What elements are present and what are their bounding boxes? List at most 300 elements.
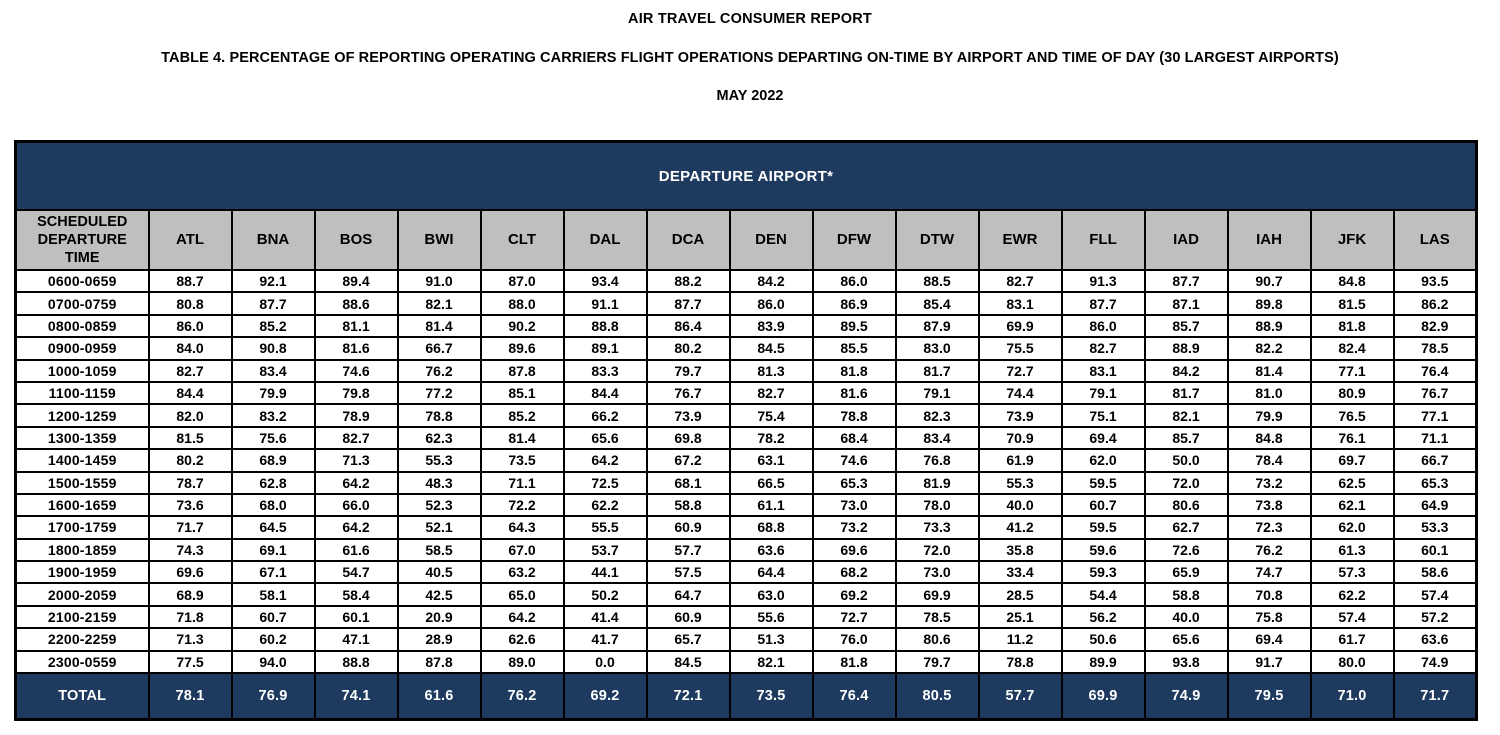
table-row [16,292,1477,314]
cell-bna: 90.8 [232,337,315,359]
table-row [16,270,1477,292]
cell-iah: 91.7 [1228,651,1311,673]
cell-dca: 57.5 [647,561,730,583]
cell-bos: 78.9 [315,404,398,426]
cell-dfw: 68.4 [813,427,896,449]
table-row [16,427,1477,449]
cell-den: 84.2 [730,270,813,292]
cell-iad: 88.9 [1145,337,1228,359]
cell-bna: 68.0 [232,494,315,516]
cell-dfw: 78.8 [813,404,896,426]
cell-fll: 59.5 [1062,516,1145,538]
cell-jfk: 76.1 [1311,427,1394,449]
cell-clt: 64.3 [481,516,564,538]
cell-dal: 41.4 [564,606,647,628]
cell-clt: 87.8 [481,360,564,382]
cell-dfw: 81.6 [813,382,896,404]
row-time-label: 1600-1659 [16,494,149,516]
cell-ewr: 61.9 [979,449,1062,471]
cell-dtw: 78.5 [896,606,979,628]
cell-bwi: 76.2 [398,360,481,382]
cell-clt: 65.0 [481,583,564,605]
cell-dfw: 74.6 [813,449,896,471]
column-header-iad: IAD [1145,210,1228,270]
cell-iah: 76.2 [1228,539,1311,561]
cell-dfw: 73.0 [813,494,896,516]
cell-iad: 62.7 [1145,516,1228,538]
cell-dal: 91.1 [564,292,647,314]
cell-dtw: 73.0 [896,561,979,583]
cell-atl: 84.4 [149,382,232,404]
cell-bos: 58.4 [315,583,398,605]
cell-dfw: 69.6 [813,539,896,561]
row-time-label: 0800-0859 [16,315,149,337]
cell-fll: 59.6 [1062,539,1145,561]
total-cell-bwi: 61.6 [398,673,481,720]
cell-jfk: 57.3 [1311,561,1394,583]
row-time-label: 1000-1059 [16,360,149,382]
cell-bos: 71.3 [315,449,398,471]
cell-bwi: 66.7 [398,337,481,359]
cell-bna: 83.2 [232,404,315,426]
cell-las: 57.4 [1394,583,1477,605]
cell-dal: 84.4 [564,382,647,404]
cell-atl: 78.7 [149,472,232,494]
cell-ewr: 70.9 [979,427,1062,449]
cell-iad: 85.7 [1145,427,1228,449]
cell-clt: 64.2 [481,606,564,628]
column-header-bos: BOS [315,210,398,270]
departure-airport-banner: DEPARTURE AIRPORT* [16,142,1477,211]
cell-fll: 69.4 [1062,427,1145,449]
cell-atl: 80.2 [149,449,232,471]
cell-las: 78.5 [1394,337,1477,359]
cell-atl: 84.0 [149,337,232,359]
cell-ewr: 11.2 [979,628,1062,650]
cell-atl: 71.3 [149,628,232,650]
cell-dtw: 72.0 [896,539,979,561]
cell-dtw: 78.0 [896,494,979,516]
cell-ewr: 33.4 [979,561,1062,583]
cell-fll: 91.3 [1062,270,1145,292]
cell-fll: 79.1 [1062,382,1145,404]
cell-las: 53.3 [1394,516,1477,538]
cell-dtw: 88.5 [896,270,979,292]
cell-atl: 68.9 [149,583,232,605]
cell-dca: 80.2 [647,337,730,359]
cell-clt: 85.2 [481,404,564,426]
cell-dca: 69.8 [647,427,730,449]
cell-las: 66.7 [1394,449,1477,471]
column-header-dfw: DFW [813,210,896,270]
column-header-atl: ATL [149,210,232,270]
cell-bna: 75.6 [232,427,315,449]
cell-bwi: 48.3 [398,472,481,494]
cell-bos: 64.2 [315,516,398,538]
table-row [16,472,1477,494]
cell-bos: 47.1 [315,628,398,650]
cell-dfw: 73.2 [813,516,896,538]
cell-dca: 57.7 [647,539,730,561]
cell-fll: 82.7 [1062,337,1145,359]
cell-iah: 73.8 [1228,494,1311,516]
cell-jfk: 62.2 [1311,583,1394,605]
cell-dal: 72.5 [564,472,647,494]
cell-dtw: 79.1 [896,382,979,404]
cell-bna: 85.2 [232,315,315,337]
row-time-label: 1900-1959 [16,561,149,583]
cell-bwi: 91.0 [398,270,481,292]
cell-iah: 72.3 [1228,516,1311,538]
cell-ewr: 25.1 [979,606,1062,628]
cell-bna: 92.1 [232,270,315,292]
cell-bwi: 28.9 [398,628,481,650]
cell-dca: 60.9 [647,516,730,538]
cell-jfk: 57.4 [1311,606,1394,628]
cell-dal: 65.6 [564,427,647,449]
cell-atl: 80.8 [149,292,232,314]
cell-dca: 86.4 [647,315,730,337]
cell-iad: 93.8 [1145,651,1228,673]
cell-jfk: 61.7 [1311,628,1394,650]
cell-iad: 65.9 [1145,561,1228,583]
cell-iad: 72.6 [1145,539,1228,561]
cell-dfw: 68.2 [813,561,896,583]
cell-dtw: 83.0 [896,337,979,359]
cell-clt: 89.0 [481,651,564,673]
cell-ewr: 74.4 [979,382,1062,404]
cell-jfk: 62.0 [1311,516,1394,538]
table-row [16,449,1477,471]
row-time-label: 0600-0659 [16,270,149,292]
cell-las: 63.6 [1394,628,1477,650]
cell-dca: 76.7 [647,382,730,404]
cell-dca: 79.7 [647,360,730,382]
row-time-label: 1500-1559 [16,472,149,494]
cell-dtw: 83.4 [896,427,979,449]
cell-jfk: 77.1 [1311,360,1394,382]
cell-bna: 60.2 [232,628,315,650]
cell-dtw: 79.7 [896,651,979,673]
cell-ewr: 72.7 [979,360,1062,382]
row-time-label: 1200-1259 [16,404,149,426]
cell-atl: 69.6 [149,561,232,583]
cell-iad: 81.7 [1145,382,1228,404]
cell-iah: 70.8 [1228,583,1311,605]
cell-dca: 73.9 [647,404,730,426]
total-cell-clt: 76.2 [481,673,564,720]
cell-bna: 94.0 [232,651,315,673]
cell-iah: 82.2 [1228,337,1311,359]
cell-iad: 50.0 [1145,449,1228,471]
cell-clt: 73.5 [481,449,564,471]
table-row [16,561,1477,583]
cell-jfk: 62.1 [1311,494,1394,516]
cell-dca: 65.7 [647,628,730,650]
cell-jfk: 84.8 [1311,270,1394,292]
row-time-label: 2100-2159 [16,606,149,628]
cell-bwi: 52.3 [398,494,481,516]
cell-iad: 85.7 [1145,315,1228,337]
cell-bos: 81.1 [315,315,398,337]
cell-jfk: 81.8 [1311,315,1394,337]
cell-bna: 60.7 [232,606,315,628]
cell-den: 82.1 [730,651,813,673]
cell-iah: 78.4 [1228,449,1311,471]
row-time-label: 1100-1159 [16,382,149,404]
cell-dfw: 85.5 [813,337,896,359]
cell-dal: 0.0 [564,651,647,673]
cell-iah: 81.0 [1228,382,1311,404]
cell-iah: 69.4 [1228,628,1311,650]
cell-iad: 40.0 [1145,606,1228,628]
cell-dfw: 65.3 [813,472,896,494]
cell-bos: 64.2 [315,472,398,494]
cell-bwi: 82.1 [398,292,481,314]
table-row [16,583,1477,605]
cell-den: 81.3 [730,360,813,382]
cell-iah: 90.7 [1228,270,1311,292]
cell-bwi: 78.8 [398,404,481,426]
page-title: AIR TRAVEL CONSUMER REPORT [628,11,872,27]
cell-iad: 72.0 [1145,472,1228,494]
cell-ewr: 69.9 [979,315,1062,337]
total-cell-ewr: 57.7 [979,673,1062,720]
cell-jfk: 80.0 [1311,651,1394,673]
cell-iad: 58.8 [1145,583,1228,605]
cell-fll: 56.2 [1062,606,1145,628]
column-header-row [16,210,1477,270]
banner-row [16,142,1477,211]
cell-bna: 79.9 [232,382,315,404]
cell-bos: 61.6 [315,539,398,561]
report-header [0,0,1500,104]
cell-dal: 64.2 [564,449,647,471]
cell-jfk: 69.7 [1311,449,1394,471]
cell-las: 77.1 [1394,404,1477,426]
row-time-label: 1700-1759 [16,516,149,538]
cell-clt: 88.0 [481,292,564,314]
cell-ewr: 35.8 [979,539,1062,561]
cell-dtw: 80.6 [896,628,979,650]
cell-iad: 80.6 [1145,494,1228,516]
cell-fll: 54.4 [1062,583,1145,605]
cell-den: 64.4 [730,561,813,583]
cell-bos: 88.8 [315,651,398,673]
cell-ewr: 82.7 [979,270,1062,292]
cell-bwi: 52.1 [398,516,481,538]
cell-atl: 77.5 [149,651,232,673]
cell-ewr: 75.5 [979,337,1062,359]
cell-las: 93.5 [1394,270,1477,292]
cell-las: 76.4 [1394,360,1477,382]
cell-dca: 68.1 [647,472,730,494]
cell-clt: 63.2 [481,561,564,583]
cell-iad: 84.2 [1145,360,1228,382]
table-row [16,494,1477,516]
row-time-label: 2000-2059 [16,583,149,605]
cell-iad: 82.1 [1145,404,1228,426]
cell-dca: 84.5 [647,651,730,673]
cell-bwi: 55.3 [398,449,481,471]
cell-las: 76.7 [1394,382,1477,404]
cell-bna: 69.1 [232,539,315,561]
cell-iah: 88.9 [1228,315,1311,337]
cell-iah: 89.8 [1228,292,1311,314]
cell-bos: 89.4 [315,270,398,292]
cell-dal: 66.2 [564,404,647,426]
cell-ewr: 73.9 [979,404,1062,426]
cell-atl: 82.0 [149,404,232,426]
cell-fll: 83.1 [1062,360,1145,382]
cell-las: 86.2 [1394,292,1477,314]
cell-ewr: 83.1 [979,292,1062,314]
cell-las: 71.1 [1394,427,1477,449]
cell-dca: 87.7 [647,292,730,314]
cell-bna: 83.4 [232,360,315,382]
total-cell-iah: 79.5 [1228,673,1311,720]
cell-clt: 87.0 [481,270,564,292]
cell-bna: 87.7 [232,292,315,314]
cell-bos: 74.6 [315,360,398,382]
cell-dal: 44.1 [564,561,647,583]
cell-dfw: 86.0 [813,270,896,292]
total-cell-jfk: 71.0 [1311,673,1394,720]
table-row [16,539,1477,561]
cell-fll: 50.6 [1062,628,1145,650]
total-cell-dca: 72.1 [647,673,730,720]
cell-iah: 74.7 [1228,561,1311,583]
cell-atl: 71.8 [149,606,232,628]
cell-dal: 62.2 [564,494,647,516]
column-header-den: DEN [730,210,813,270]
row-time-label: 1300-1359 [16,427,149,449]
cell-jfk: 61.3 [1311,539,1394,561]
cell-den: 63.1 [730,449,813,471]
total-cell-fll: 69.9 [1062,673,1145,720]
cell-jfk: 62.5 [1311,472,1394,494]
cell-atl: 74.3 [149,539,232,561]
table-row [16,315,1477,337]
cell-bos: 79.8 [315,382,398,404]
row-time-label: 1400-1459 [16,449,149,471]
total-cell-bna: 76.9 [232,673,315,720]
table-row [16,404,1477,426]
cell-clt: 72.2 [481,494,564,516]
cell-dfw: 81.8 [813,651,896,673]
cell-las: 74.9 [1394,651,1477,673]
cell-atl: 81.5 [149,427,232,449]
cell-dal: 53.7 [564,539,647,561]
cell-fll: 87.7 [1062,292,1145,314]
total-cell-atl: 78.1 [149,673,232,720]
cell-dtw: 87.9 [896,315,979,337]
cell-atl: 86.0 [149,315,232,337]
cell-ewr: 28.5 [979,583,1062,605]
cell-dal: 89.1 [564,337,647,359]
cell-bna: 58.1 [232,583,315,605]
cell-dtw: 73.3 [896,516,979,538]
cell-jfk: 80.9 [1311,382,1394,404]
column-header-clt: CLT [481,210,564,270]
report-period: MAY 2022 [716,88,784,104]
column-header-bwi: BWI [398,210,481,270]
cell-clt: 89.6 [481,337,564,359]
cell-las: 82.9 [1394,315,1477,337]
table-row [16,382,1477,404]
cell-dal: 55.5 [564,516,647,538]
cell-bos: 81.6 [315,337,398,359]
cell-den: 55.6 [730,606,813,628]
row-time-label: 0900-0959 [16,337,149,359]
column-header-dal: DAL [564,210,647,270]
cell-den: 51.3 [730,628,813,650]
cell-iad: 87.1 [1145,292,1228,314]
row-time-label: 0700-0759 [16,292,149,314]
cell-dfw: 89.5 [813,315,896,337]
column-header-jfk: JFK [1311,210,1394,270]
cell-bna: 67.1 [232,561,315,583]
row-time-label: 1800-1859 [16,539,149,561]
cell-den: 68.8 [730,516,813,538]
row-time-label: 2300-0559 [16,651,149,673]
cell-fll: 75.1 [1062,404,1145,426]
cell-atl: 71.7 [149,516,232,538]
cell-dal: 83.3 [564,360,647,382]
cell-bna: 62.8 [232,472,315,494]
column-header-iah: IAH [1228,210,1311,270]
cell-den: 82.7 [730,382,813,404]
cell-iah: 84.8 [1228,427,1311,449]
cell-dal: 50.2 [564,583,647,605]
table-row [16,606,1477,628]
cell-jfk: 76.5 [1311,404,1394,426]
cell-bos: 88.6 [315,292,398,314]
cell-fll: 62.0 [1062,449,1145,471]
total-cell-dal: 69.2 [564,673,647,720]
cell-dca: 88.2 [647,270,730,292]
table-row [16,628,1477,650]
cell-las: 60.1 [1394,539,1477,561]
cell-jfk: 82.4 [1311,337,1394,359]
cell-bos: 60.1 [315,606,398,628]
table-row [16,516,1477,538]
cell-iad: 87.7 [1145,270,1228,292]
cell-bwi: 77.2 [398,382,481,404]
cell-atl: 88.7 [149,270,232,292]
cell-ewr: 78.8 [979,651,1062,673]
cell-jfk: 81.5 [1311,292,1394,314]
cell-las: 64.9 [1394,494,1477,516]
cell-dtw: 81.7 [896,360,979,382]
cell-iad: 65.6 [1145,628,1228,650]
cell-las: 57.2 [1394,606,1477,628]
scheduled-departure-time-header: SCHEDULED DEPARTURE TIME [16,210,149,270]
cell-dfw: 72.7 [813,606,896,628]
cell-dca: 67.2 [647,449,730,471]
cell-bwi: 40.5 [398,561,481,583]
cell-bwi: 58.5 [398,539,481,561]
column-header-ewr: EWR [979,210,1062,270]
cell-bwi: 81.4 [398,315,481,337]
cell-las: 65.3 [1394,472,1477,494]
cell-dfw: 76.0 [813,628,896,650]
cell-ewr: 41.2 [979,516,1062,538]
cell-dca: 58.8 [647,494,730,516]
column-header-las: LAS [1394,210,1477,270]
cell-iah: 79.9 [1228,404,1311,426]
cell-den: 78.2 [730,427,813,449]
